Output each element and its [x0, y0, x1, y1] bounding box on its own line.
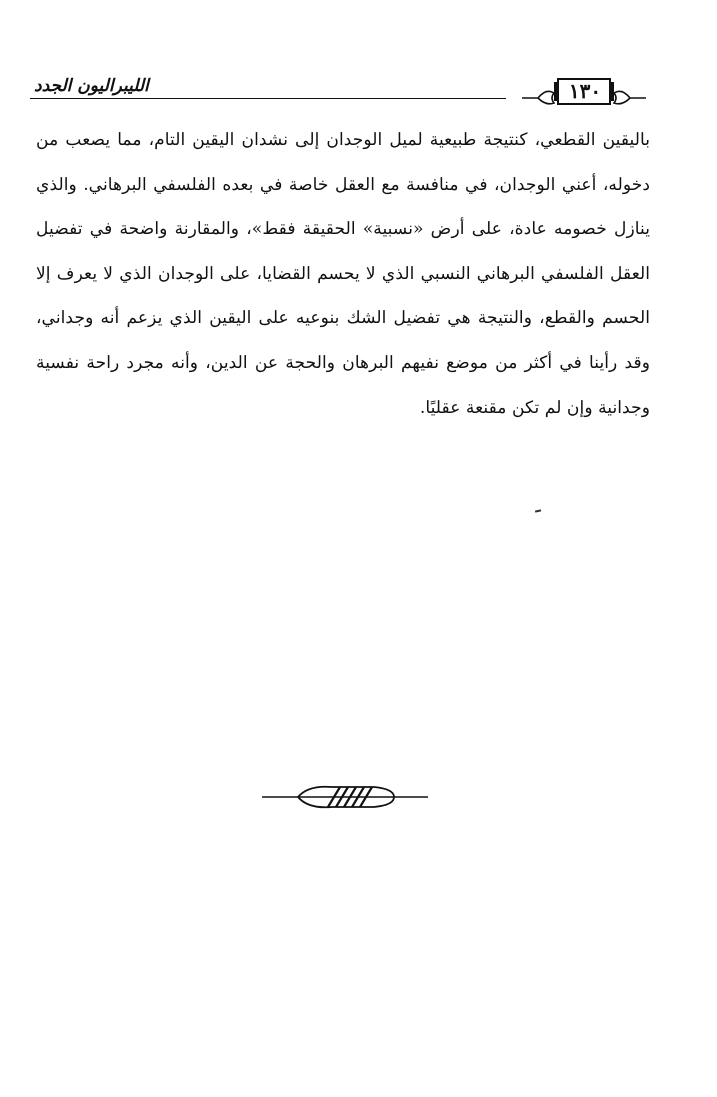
running-title: الليبراليون الجدد [34, 76, 149, 96]
text-line: باليقين القطعي، كنتيجة طبيعية لميل الوجدان إلى نشدان اليقين التام، مما يصعب من [36, 130, 650, 150]
text-line: الحسم والقطع، والنتيجة هي تفضيل الشك بنوعيه على اليقين الذي يزعم أنه وجداني، [36, 308, 650, 329]
text-line: وجدانية وإن لم تكن مقنعة عقليًا. [419, 397, 650, 418]
text-line: وقد رأينا في أكثر من موضع نفيهم البرهان والحجة عن الدين، وأنه مجرد راحة نفسية [36, 352, 650, 373]
text-line: العقل الفلسفي البرهاني النسبي الذي لا يحسم القضايا، على الوجدان الذي لا يعرف إلا [36, 263, 650, 284]
page-header [30, 76, 654, 112]
page-number: ١٣٠ [568, 79, 602, 103]
scan-speck [535, 509, 541, 512]
header-rule [30, 98, 506, 99]
text-line: ينازل خصومه عادة، على أرض «نسبية» الحقيقة فقط»، والمقارنة واضحة في تفضيل [36, 219, 650, 240]
page-number-frame [520, 76, 648, 108]
body-paragraph [36, 118, 650, 430]
section-end-flourish-icon [262, 780, 428, 818]
text-line: دخوله، أعني الوجدان، في منافسة مع العقل خاصة في بعده الفلسفي البرهاني. والذي [36, 174, 650, 195]
